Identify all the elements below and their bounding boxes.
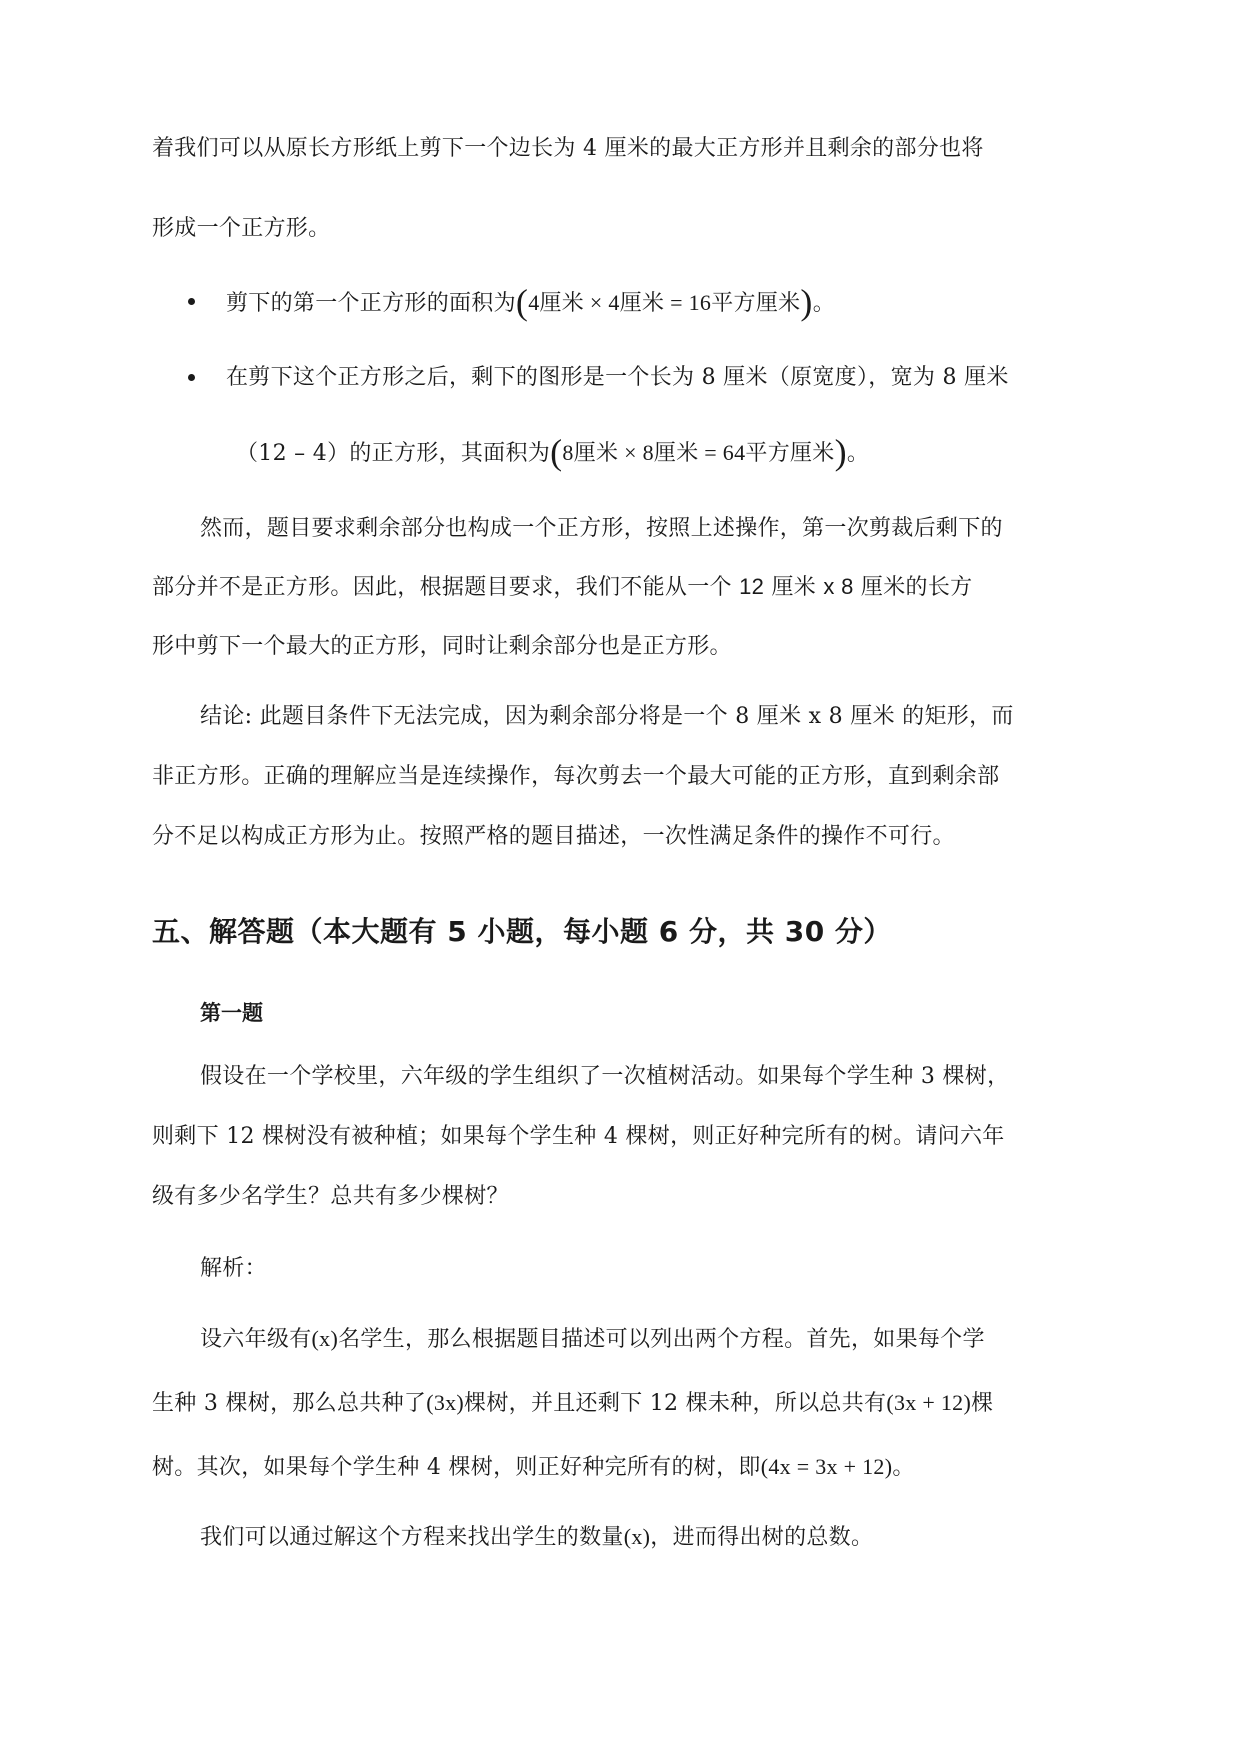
left-paren: ( [550, 432, 563, 472]
bullet-item-2-continued [236, 432, 870, 472]
analysis-text: 设六年级有 [200, 1327, 312, 1352]
conclusion-line-3: 分不足以构成正方形为止。按照严格的题目描述，一次性满足条件的操作不可行。 [152, 824, 955, 849]
bullet-2-cont-text: （12 – 4）的正方形，其面积为 [236, 441, 551, 466]
conclusion-line-2: 非正方形。正确的理解应当是连续操作，每次剪去一个最大可能的正方形，直到剩余部 [152, 764, 1000, 789]
analysis-text: 棵树，并且还剩下 12 棵未种，所以总共有 [464, 1391, 887, 1416]
analysis-text: 棵 [971, 1391, 994, 1416]
bullet-2-end: 。 [846, 441, 870, 466]
analysis-text: ，进而得出树的总数。 [650, 1525, 874, 1550]
analysis-p1-line-2 [152, 1388, 993, 1419]
however-line-2-a: 部分并不是正方形。因此，根据题目要求，我们不能从一个 [152, 575, 740, 600]
intro-line-2: 形成一个正方形。 [152, 216, 331, 241]
analysis-text: 名学生，那么根据题目描述可以列出两个方程。首先，如果每个学 [338, 1327, 985, 1352]
analysis-label: 解析： [200, 1256, 267, 1281]
analysis-text: 生种 3 棵树，那么总共种了 [152, 1391, 427, 1416]
however-line-2-b: 12 [739, 574, 765, 599]
math-3x-plus-12: (3x + 12) [886, 1390, 972, 1415]
however-line-2 [152, 572, 972, 603]
bullet-dot-2 [188, 374, 195, 381]
however-line-2-c: 厘米 [764, 575, 824, 600]
analysis-text: 树。其次，如果每个学生种 4 棵树，则正好种完所有的树，即 [152, 1455, 761, 1480]
left-paren: ( [515, 282, 529, 322]
bullet-dot-1 [188, 298, 195, 305]
bullet-1-formula: 4厘米 × 4厘米 = 16平方厘米 [528, 290, 801, 315]
problem-line-2: 则剩下 12 棵树没有被种植；如果每个学生种 4 棵树，则正好种完所有的树。请问六年 [152, 1124, 1005, 1149]
however-line-2-e: 厘米的长方 [853, 575, 973, 600]
bullet-1-end: 。 [812, 291, 836, 316]
math-equation: (4x = 3x + 12) [760, 1454, 893, 1479]
conclusion-line-1: 结论: 此题目条件下无法完成，因为剩余部分将是一个 8 厘米 x 8 厘米 的矩形，而 [200, 704, 1014, 729]
bullet-item-1 [226, 282, 836, 322]
problem-subheading: 第一题 [200, 1001, 263, 1025]
however-line-3: 形中剪下一个最大的正方形，同时让剩余部分也是正方形。 [152, 634, 732, 659]
problem-line-3: 级有多少名学生？总共有多少棵树？ [152, 1184, 509, 1209]
right-paren: ) [834, 432, 847, 472]
bullet-2-formula: 8厘米 × 8厘米 = 64平方厘米 [562, 440, 835, 465]
right-paren: ) [800, 282, 813, 322]
analysis-text: 。 [892, 1455, 915, 1480]
analysis-p1-line-1 [200, 1324, 985, 1355]
analysis-p1-line-3 [152, 1452, 915, 1483]
problem-line-1: 假设在一个学校里，六年级的学生组织了一次植树活动。如果每个学生种 3 棵树， [200, 1064, 1010, 1089]
bullet-1-text: 剪下的第一个正方形的面积为 [226, 291, 516, 316]
analysis-p2 [200, 1522, 873, 1553]
bullet-item-2: 在剪下这个正方形之后，剩下的图形是一个长为 8 厘米（原宽度），宽为 8 厘米 [226, 365, 1009, 390]
however-line-2-d: x 8 [823, 574, 854, 599]
section-heading: 五、解答题（本大题有 5 小题，每小题 6 分，共 30 分） [152, 915, 892, 948]
math-x: (x) [623, 1524, 651, 1549]
however-line-1: 然而，题目要求剩余部分也构成一个正方形，按照上述操作，第一次剪裁后剩下的 [200, 516, 1003, 541]
intro-line-1: 着我们可以从原长方形纸上剪下一个边长为 4 厘米的最大正方形并且剩余的部分也将 [152, 136, 984, 161]
analysis-text: 我们可以通过解这个方程来找出学生的数量 [200, 1525, 624, 1550]
math-x: (x) [311, 1326, 339, 1351]
math-3x: (3x) [426, 1390, 465, 1415]
